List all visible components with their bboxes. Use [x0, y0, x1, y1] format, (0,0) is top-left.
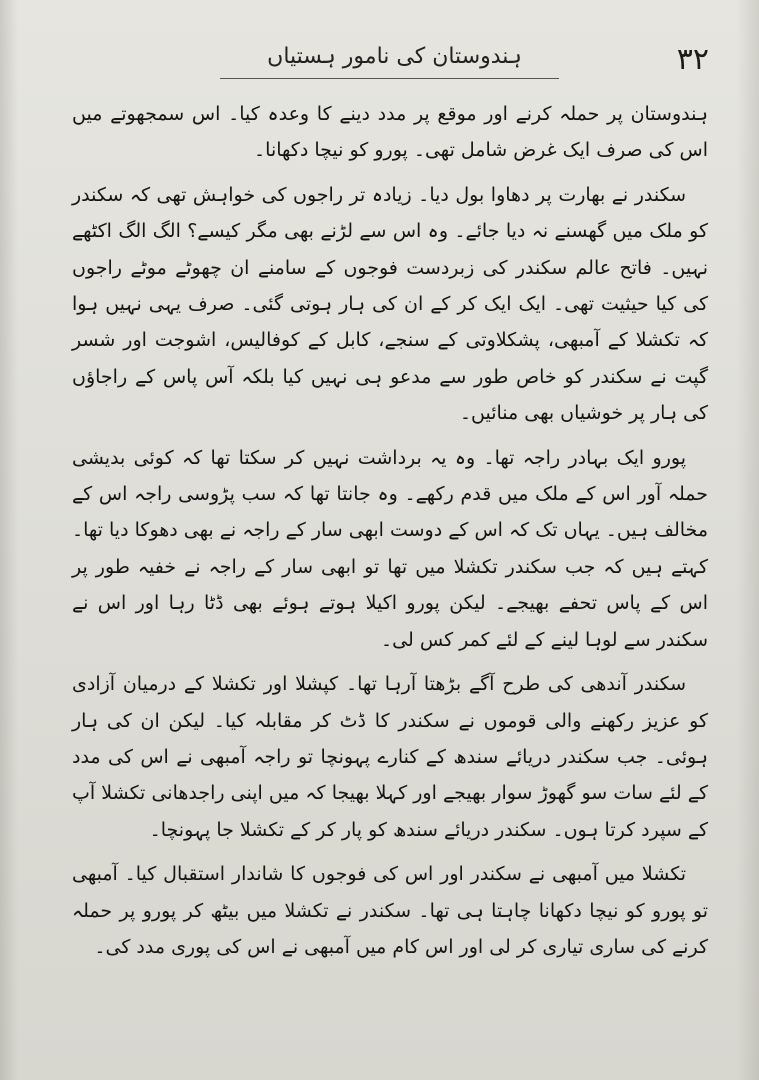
- running-title: ہندوستان کی نامور ہستیاں: [267, 44, 522, 69]
- paragraph-4: سکندر آندھی کی طرح آگے بڑھتا آرہا تھا۔ کپشلا اور تکشلا کے درمیان آزادی کو عزیز رکھنے والی قوموں نے سکندر کا ڈٹ کر مقابلہ کیا۔ لیکن ان کی ہار ہوئی۔ جب سکندر دریائے سندھ کے کنارے پہونچا تو راجہ آمبھی نے اس کی مدد کے لئے سات سو گھوڑ سوار بھیجے اور کہلا بھیجا کہ میں اپنی راجدھانی تکشلا آپ کے سپرد کرتا ہوں۔ سکندر دریائے سندھ کو پار کر کے تکشلا جا پہونچا۔: [72, 673, 708, 841]
- paragraph-5: تکشلا میں آمبھی نے سکندر اور اس کی فوجوں کا شاندار استقبال کیا۔ آمبھی تو پورو کو نیچا دکھانا چاہتا ہی تھا۔ سکندر نے تکشلا میں بیٹھ کر پورو پر حملہ کرنے کی ساری تیاری کر لی اور اس کام میں آمبھی نے اس کی پوری مدد کی۔: [72, 863, 708, 958]
- page-number: ۳۲: [676, 42, 709, 77]
- page-header: [80, 38, 709, 82]
- header-divider: [220, 78, 559, 79]
- paragraph-3: پورو ایک بہادر راجہ تھا۔ وہ یہ برداشت نہیں کر سکتا تھا کہ کوئی بدیشی حملہ آور اس کے ملک میں قدم رکھے۔ وہ جانتا تھا کہ سب پڑوسی راجہ اس کے مخالف ہیں۔ یہاں تک کہ اس کے دوست ابھی سار کے راجہ نے بھی دھوکا دیا تھا۔ کہتے ہیں کہ جب سکندر تکشلا میں تھا تو ابھی سار کے راجہ نے خفیہ طور پر اس کے پاس تحفے بھیجے۔ لیکن پورو اکیلا ہوتے ہوئے بھی ڈٹا رہا اور اس نے سکندر سے لوہا لینے کے لئے کمر کس لی۔: [72, 446, 708, 651]
- paragraph-1: ہندوستان پر حملہ کرنے اور موقع پر مدد دینے کا وعدہ کیا۔ اس سمجھوتے میں اس کی صرف ایک غرض شامل تھی۔ پورو کو نیچا دکھانا۔: [72, 103, 708, 162]
- body-text: [72, 96, 708, 965]
- paragraph-2: سکندر نے بھارت پر دھاوا بول دیا۔ زیادہ تر راجوں کی خواہش تھی کہ سکندر کو ملک میں گھسنے نہ دیا جائے۔ وہ اس سے لڑنے بھی مگر کیسے؟ الگ الگ اکٹھے نہیں۔ فاتح عالم سکندر کی زبردست فوجوں کے سامنے ان چھوٹے موٹے راجوں کی کیا حیثیت تھی۔ ایک ایک کر کے ان کی ہار ہوتی گئی۔ صرف یہی نہیں ہوا کہ تکشلا کے آمبھی، پشکلاوتی کے سنجے، کابل کے کوفالیس، اشوجت اور شسر گپت نے سکندر کو خاص طور سے مدعو ہی نہیں کیا بلکہ آس پاس کے راجاؤں کی ہار پر خوشیاں بھی منائیں۔: [72, 183, 708, 425]
